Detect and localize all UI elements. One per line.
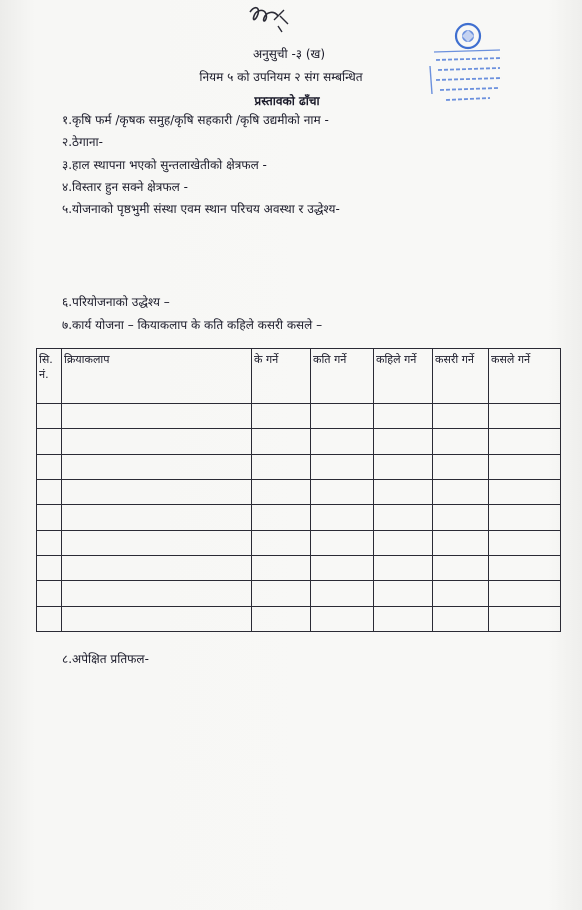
table-cell <box>252 606 311 631</box>
table-cell <box>374 429 433 454</box>
table-cell <box>311 479 374 504</box>
table-cell <box>62 454 252 479</box>
table-cell <box>433 581 489 606</box>
table-cell <box>489 606 561 631</box>
table-cell <box>37 505 62 530</box>
table-cell <box>37 404 62 429</box>
table-cell <box>252 555 311 580</box>
table-cell <box>311 581 374 606</box>
table-cell <box>252 530 311 555</box>
table-cell <box>37 530 62 555</box>
table-cell <box>433 606 489 631</box>
table-cell <box>374 454 433 479</box>
table-cell <box>62 555 252 580</box>
table-cell <box>311 429 374 454</box>
table-cell <box>37 555 62 580</box>
table-cell <box>374 606 433 631</box>
table-cell <box>489 555 561 580</box>
table-row <box>37 581 561 606</box>
col-header-activity: क्रियाकलाप <box>62 349 252 404</box>
field-applicant-name: १.कृषि फर्म /कृषक समुह/कृषि सहकारी /कृषि उद्यमीको नाम - <box>62 113 329 127</box>
table-cell <box>489 404 561 429</box>
table-cell <box>374 479 433 504</box>
table-cell <box>37 581 62 606</box>
rule-heading: नियम ५ को उपनियम २ संग सम्बन्धित <box>199 70 363 84</box>
field-project-objective: ६.परियोजनाको उद्धेश्य – <box>62 295 170 309</box>
col-header-who: कसले गर्ने <box>489 349 561 404</box>
table-cell <box>311 454 374 479</box>
table-cell <box>489 429 561 454</box>
table-header-row <box>37 349 561 404</box>
work-plan-table <box>36 348 561 632</box>
col-header-what: के गर्ने <box>252 349 311 404</box>
col-header-when: कहिले गर्ने <box>374 349 433 404</box>
table-cell <box>489 479 561 504</box>
table-cell <box>252 454 311 479</box>
table-row <box>37 454 561 479</box>
table-cell <box>433 404 489 429</box>
table-cell <box>62 505 252 530</box>
table-cell <box>374 581 433 606</box>
table-body <box>37 404 561 632</box>
table-cell <box>311 505 374 530</box>
table-cell <box>433 530 489 555</box>
table-cell <box>252 479 311 504</box>
table-cell <box>433 454 489 479</box>
table-cell <box>62 479 252 504</box>
table-cell <box>374 505 433 530</box>
schedule-heading: अनुसुची -३ (ख) <box>252 47 326 61</box>
table-cell <box>311 530 374 555</box>
table-row <box>37 429 561 454</box>
table-cell <box>374 555 433 580</box>
table-row <box>37 479 561 504</box>
table-cell <box>311 606 374 631</box>
field-current-area: ३.हाल स्थापना भएको सुन्तलाखेतीको क्षेत्रफल - <box>62 158 267 172</box>
table-cell <box>374 530 433 555</box>
table-row <box>37 606 561 631</box>
table-cell <box>62 581 252 606</box>
table-cell <box>62 606 252 631</box>
col-header-how: कसरी गर्ने <box>433 349 489 404</box>
table-cell <box>37 606 62 631</box>
table-cell <box>62 530 252 555</box>
table-cell <box>252 505 311 530</box>
field-background: ५.योजनाको पृष्ठभुमी संस्था एवम स्थान परिचय अवस्था र उद्धेश्य- <box>62 202 340 216</box>
table-cell <box>311 555 374 580</box>
table-cell <box>252 404 311 429</box>
signature-mark <box>244 2 292 38</box>
field-address: २.ठेगाना- <box>62 135 103 149</box>
table-row <box>37 404 561 429</box>
table-cell <box>489 454 561 479</box>
table-cell <box>489 581 561 606</box>
table-cell <box>489 505 561 530</box>
table-cell <box>433 429 489 454</box>
table-cell <box>252 429 311 454</box>
table-cell <box>62 429 252 454</box>
table-cell <box>433 505 489 530</box>
table-cell <box>37 479 62 504</box>
col-header-serial: सि. नं. <box>37 349 62 404</box>
table-row <box>37 555 561 580</box>
table-cell <box>433 555 489 580</box>
field-expansion-area: ४.विस्तार हुन सक्ने क्षेत्रफल - <box>62 180 188 194</box>
field-work-plan: ७.कार्य योजना – कियाकलाप के कति कहिले कसरी कसले – <box>62 318 323 332</box>
table-row <box>37 530 561 555</box>
field-expected-output: ८.अपेक्षित प्रतिफल- <box>62 652 149 666</box>
table-cell <box>252 581 311 606</box>
table-cell <box>62 404 252 429</box>
col-header-how-much: कति गर्ने <box>311 349 374 404</box>
table-cell <box>433 479 489 504</box>
table-cell <box>37 429 62 454</box>
table-cell <box>374 404 433 429</box>
form-title: प्रस्तावको ढाँचा <box>254 94 320 108</box>
table-row <box>37 505 561 530</box>
table-cell <box>37 454 62 479</box>
table-cell <box>311 404 374 429</box>
table-cell <box>489 530 561 555</box>
